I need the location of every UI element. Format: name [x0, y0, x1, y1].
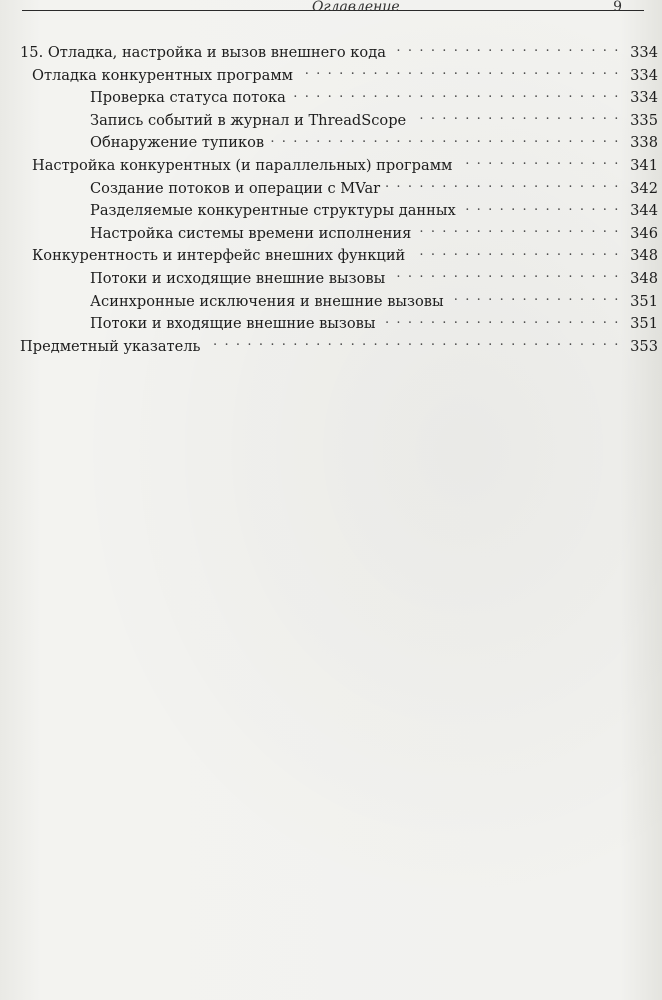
toc-entry-title: Проверка статуса потока — [90, 89, 286, 107]
toc-entry-subsection — [20, 313, 658, 336]
toc-entry-title: 15. Отладка, настройка и вызов внешнего кода — [20, 44, 386, 61]
toc-entry-title: Создание потоков и операции с MVar — [90, 179, 381, 197]
toc-entry-subsection — [20, 268, 658, 291]
toc-entry-subsection — [20, 291, 658, 314]
toc-entry-subsection — [20, 110, 658, 133]
toc-entry-title: Потоки и входящие внешние вызовы — [90, 315, 376, 333]
dot-leader — [450, 292, 620, 306]
dot-leader — [458, 156, 620, 170]
toc-entry-subsection — [20, 132, 658, 155]
toc-entry-page: 334 — [630, 66, 658, 84]
page-number: 9 — [613, 0, 622, 15]
dot-leader — [292, 88, 620, 102]
toc-entry-title: Запись событий в журнал и ThreadScope — [90, 111, 407, 129]
toc-entry-page: 353 — [630, 337, 658, 355]
toc-entry-subsection — [20, 178, 658, 201]
toc-entry-section — [20, 65, 658, 88]
toc-entry-title: Асинхронные исключения и внешние вызовы — [90, 292, 444, 310]
toc-entry-title: Настройка системы времени исполнения — [90, 224, 412, 242]
toc-entry-section — [20, 245, 658, 268]
toc-entry-page: 334 — [630, 89, 658, 107]
toc-entry-title: Потоки и исходящие внешние вызовы — [90, 269, 386, 287]
dot-leader — [386, 179, 620, 193]
header-rule — [22, 0, 644, 15]
toc-entry-subsection — [20, 87, 658, 110]
toc-entry-page: 346 — [630, 224, 658, 242]
toc-entry-subsection — [20, 200, 658, 223]
table-of-contents — [20, 42, 658, 358]
dot-leader — [391, 269, 620, 283]
toc-entry-page: 351 — [630, 315, 658, 333]
dot-leader — [206, 337, 620, 351]
toc-entry-page: 341 — [630, 156, 658, 174]
toc-entry-title: Конкурентность и интерфейс внешних функций — [32, 247, 406, 265]
toc-entry-page: 342 — [630, 179, 658, 197]
toc-entry-page: 351 — [630, 292, 658, 310]
dot-leader — [411, 246, 620, 260]
toc-entry-section — [20, 155, 658, 178]
toc-entry-page: 335 — [630, 111, 658, 129]
toc-entry-title: Обнаружение тупиков — [90, 134, 265, 152]
toc-entry-page: 348 — [630, 247, 658, 265]
toc-entry-page: 334 — [630, 44, 658, 61]
toc-entry-subject-index — [20, 336, 658, 359]
dot-leader — [382, 314, 620, 328]
dot-leader — [392, 43, 620, 57]
dot-leader — [412, 111, 620, 125]
toc-entry-title: Отладка конкурентных программ — [32, 66, 294, 84]
toc-entry-chapter-15 — [20, 42, 658, 65]
toc-entry-title: Предметный указатель — [20, 337, 201, 355]
dot-leader — [462, 201, 620, 215]
toc-entry-title: Настройка конкурентных (и параллельных) программ — [32, 156, 453, 174]
toc-entry-page: 344 — [630, 202, 658, 220]
toc-entry-title: Разделяемые конкурентные структуры данных — [90, 202, 456, 220]
dot-leader — [417, 224, 620, 238]
dot-leader — [299, 66, 620, 80]
toc-entry-page: 348 — [630, 269, 658, 287]
running-head: Оглавление — [312, 0, 400, 15]
toc-entry-subsection — [20, 223, 658, 246]
toc-entry-page: 338 — [630, 134, 658, 152]
dot-leader — [270, 133, 620, 147]
